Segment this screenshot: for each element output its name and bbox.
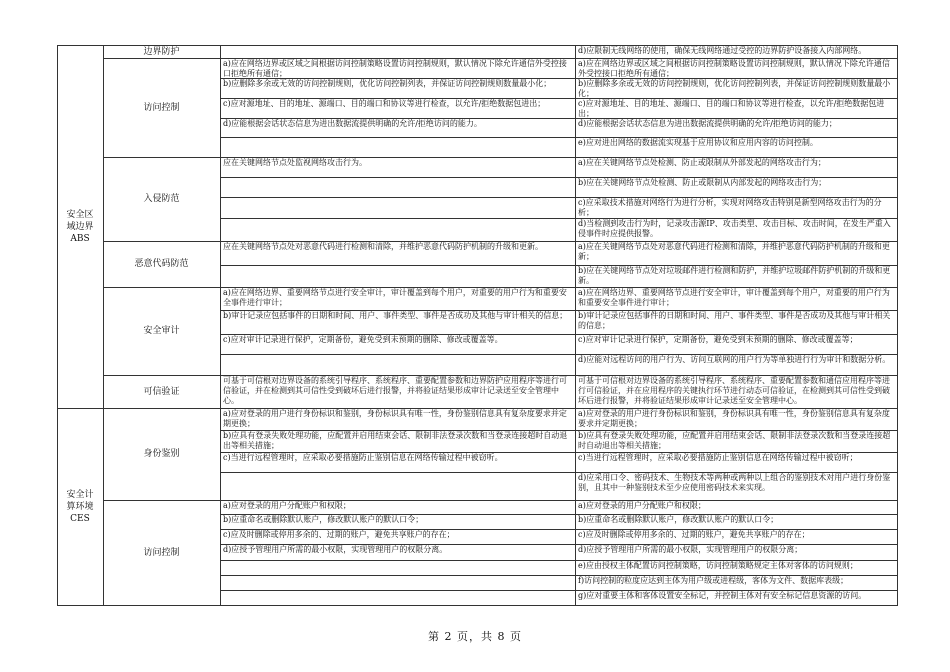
right-requirement-cell: e)应由授权主体配置访问控制策略，访问控制策略规定主体对客体的访问规则； [578, 561, 858, 570]
left-requirement-cell [220, 218, 575, 241]
right-requirement-cell: c)应采取技术措施对网络行为进行分析，实现对网络攻击特别是新型网络攻击行为的分析； [578, 198, 882, 217]
row-divider [220, 354, 897, 355]
right-requirement-cell: b)应删除多余或无效的访问控制规则，优化访问控制列表，并保证访问控制规则数量最小化； [578, 79, 891, 98]
row-divider [220, 575, 897, 576]
left-requirement-cell: a)应在网络边界或区域之间根据访问控制策略设置访问控制规则，默认情况下除允许通信外受控接口拒绝所有通信； [223, 59, 567, 78]
left-requirement-cell [220, 575, 575, 590]
left-requirement-cell: 可基于可信根对边界设备的系统引导程序、系统程序、重要配置参数和边界防护应用程序等进行可信验证，并在检测到其可信性受到破坏后进行报警，并将验证结果形成审计记录送至安全管理中心。 [223, 376, 567, 405]
left-requirement-cell: b)应重命名或删除默认账户，修改默认账户的默认口令； [223, 515, 424, 524]
row-divider [220, 590, 897, 591]
left-requirement-cell: c)应对源地址、目的地址、源端口、目的端口和协议等进行检查，以允许/拒绝数据包进出； [223, 99, 546, 108]
row-divider [220, 218, 897, 219]
left-requirement-cell [220, 177, 575, 197]
control-name: 访问控制 [143, 547, 180, 558]
row-divider [220, 430, 897, 431]
control-name: 安全审计 [143, 326, 180, 336]
right-requirement-cell: a)应在网络边界、重要网络节点进行安全审计，审计覆盖到每个用户，对重要的用户行为和重要安全事件进行审计； [578, 288, 890, 307]
left-requirement-cell: b)应删除多余或无效的访问控制规则，优化访问控制列表，并保证访问控制规则数量最小化； [223, 79, 552, 88]
row-divider [220, 514, 897, 515]
left-requirement-cell: b)应具有登录失败处理功能，应配置并启用结束会话、限制非法登录次数和当登录连接超时自动退出等相关措施； [223, 431, 568, 450]
left-requirement-cell [220, 560, 575, 575]
right-requirement-cell: b)应在关键网络节点处检测、防止或限制从内部发起的网络攻击行为； [578, 178, 827, 187]
right-requirement-cell: b)应在关键网络节点处对垃圾邮件进行检测和防护，并维护垃圾邮件防护机制的升级和更新。 [578, 266, 891, 285]
row-divider [220, 118, 897, 119]
right-requirement-cell: e)应对进出网络的数据流实现基于应用协议和应用内容的访问控制。 [578, 138, 818, 147]
row-divider [220, 310, 897, 311]
right-requirement-cell: b)应具有登录失败处理功能，应配置并启用结束会话、限制非法登录次数和当登录连接超时自动退出等相关措施； [578, 431, 891, 450]
right-requirement-cell: 可基于可信根对边界设备的系统引导程序、系统程序、重要配置参数和通信应用程序等进行可信验证，并在应用程序的关键执行环节进行动态可信验证，在检测到其可信性受到破坏后进行报警，并将验证结果形成审计记录送至安全管理中心。 [578, 376, 890, 405]
right-requirement-cell: d)应采用口令、密码技术、生物技术等两种或两种以上组合的鉴别技术对用户进行身份鉴别，且其中一种鉴别技术至少应使用密码技术来实现。 [578, 473, 891, 492]
left-requirement-cell: c)应对审计记录进行保护，定期备份，避免受到未预期的删除、修改或覆盖等。 [223, 335, 503, 344]
row-divider [220, 78, 897, 79]
right-requirement-cell: a)应在关键网络节点处对恶意代码进行检测和清除，并维护恶意代码防护机制的升级和更新； [578, 242, 890, 261]
control-name: 恶意代码防范 [134, 259, 189, 269]
right-requirement-cell: d)应限制无线网络的使用，确保无线网络通过受控的边界防护设备接入内部网络。 [578, 46, 867, 55]
left-requirement-cell [220, 265, 575, 287]
left-requirement-cell [220, 354, 575, 375]
right-requirement-cell: f)访问控制的粒度应达到主体为用户级或进程级，客体为文件、数据库表级； [578, 576, 849, 585]
right-requirement-cell: a)应在网络边界或区域之间根据访问控制策略设置访问控制规则，默认情况下除允许通信外受控接口拒绝所有通信； [578, 59, 890, 78]
right-requirement-cell: g)应对重要主体和客体设置安全标记，并控制主体对有安全标记信息资源的访问。 [578, 591, 867, 600]
right-requirement-cell: c)应及时删除或停用多余的、过期的账户，避免共享账户的存在； [578, 530, 810, 539]
left-requirement-cell [220, 197, 575, 218]
left-requirement-cell: b)审计记录应包括事件的日期和时间、用户、事件类型、事件是否成功及其他与审计相关的信息； [223, 311, 568, 320]
row-divider [220, 197, 897, 198]
left-requirement-cell: a)应对登录的用户进行身份标识和鉴别，身份标识具有唯一性，身份鉴别信息具有复杂度要求并定期更换； [223, 409, 567, 428]
right-requirement-cell: a)应对登录的用户分配账户和权限； [578, 501, 706, 510]
row-divider [220, 334, 897, 335]
section-name: 安全计 算环境 CES [66, 489, 94, 524]
right-requirement-cell: a)应在关键网络节点处检测、防止或限制从外部发起的网络攻击行为； [578, 158, 826, 167]
table-border-right [897, 45, 898, 606]
left-requirement-cell: c)当进行远程管理时，应采取必要措施防止鉴别信息在网络传输过程中被窃听。 [223, 453, 503, 462]
row-divider [220, 137, 897, 138]
requirements-table [57, 45, 897, 605]
control-name: 访问控制 [143, 102, 180, 113]
left-requirement-cell: d)应授予管理用户所需的最小权限，实现管理用户的权限分离。 [223, 545, 448, 554]
table-border-bottom [57, 605, 898, 606]
control-name: 边界防护 [143, 46, 180, 57]
row-divider [220, 452, 897, 453]
right-requirement-cell: b)应重命名或删除默认账户，修改默认账户的默认口令； [578, 515, 779, 524]
row-divider [220, 472, 897, 473]
row-divider [220, 560, 897, 561]
left-requirement-cell: 应在关键网络节点处监视网络攻击行为。 [223, 158, 367, 167]
left-requirement-cell [220, 45, 575, 58]
right-requirement-cell: d)当检测到攻击行为时，记录攻击源IP、攻击类型、攻击目标、攻击时间，在发生严重入侵事件时应提供报警。 [578, 219, 891, 238]
left-requirement-cell [220, 590, 575, 605]
right-requirement-cell: b)审计记录应包括事件的日期和时间、用户、事件类型、事件是否成功及其他与审计相关的信息； [578, 311, 891, 330]
left-requirement-cell [220, 137, 575, 157]
control-name: 可信验证 [143, 386, 180, 397]
left-requirement-cell: a)应对登录的用户分配账户和权限； [223, 501, 351, 510]
section-name: 安全区 域边界 ABS [66, 209, 94, 244]
right-requirement-cell: d)应能根据会话状态信息为进出数据流提供明确的允许/拒绝访问的能力； [578, 119, 837, 128]
right-requirement-cell: c)应对审计记录进行保护，定期备份，避免受到未预期的删除、修改或覆盖等； [578, 335, 858, 344]
control-name: 入侵防范 [143, 194, 180, 204]
right-requirement-cell: c)应对源地址、目的地址、源端口、目的端口和协议等进行检查，以允许/拒绝数据包进出； [578, 99, 885, 118]
left-requirement-cell: c)应及时删除或停用多余的、过期的账户，避免共享账户的存在； [223, 530, 455, 539]
row-divider [220, 177, 897, 178]
row-divider [220, 544, 897, 545]
right-requirement-cell: d)应授予管理用户所需的最小权限，实现管理用户的权限分离； [578, 545, 803, 554]
page-number: 第 2 页，共 8 页 [428, 630, 522, 643]
left-requirement-cell: d)应能根据会话状态信息为进出数据流提供明确的允许/拒绝访问的能力。 [223, 119, 482, 128]
row-divider [220, 265, 897, 266]
row-divider [220, 98, 897, 99]
left-requirement-cell: 应在关键网络节点处对恶意代码进行检测和清除，并维护恶意代码防护机制的升级和更新。 [223, 242, 543, 251]
right-requirement-cell: d)应能对远程访问的用户行为、访问互联网的用户行为等单独进行行为审计和数据分析。 [578, 355, 891, 364]
control-name: 身份鉴别 [143, 449, 180, 459]
right-requirement-cell: c)当进行远程管理时，应采取必要措施防止鉴别信息在网络传输过程中被窃听； [578, 453, 858, 462]
left-requirement-cell [220, 472, 575, 500]
right-requirement-cell: a)应对登录的用户进行身份标识和鉴别，身份标识具有唯一性，身份鉴别信息具有复杂度要求并定期更换； [578, 409, 890, 428]
row-divider [220, 529, 897, 530]
left-requirement-cell: a)应在网络边界、重要网络节点进行安全审计，审计覆盖到每个用户，对重要的用户行为和重要安全事件进行审计； [223, 288, 567, 307]
